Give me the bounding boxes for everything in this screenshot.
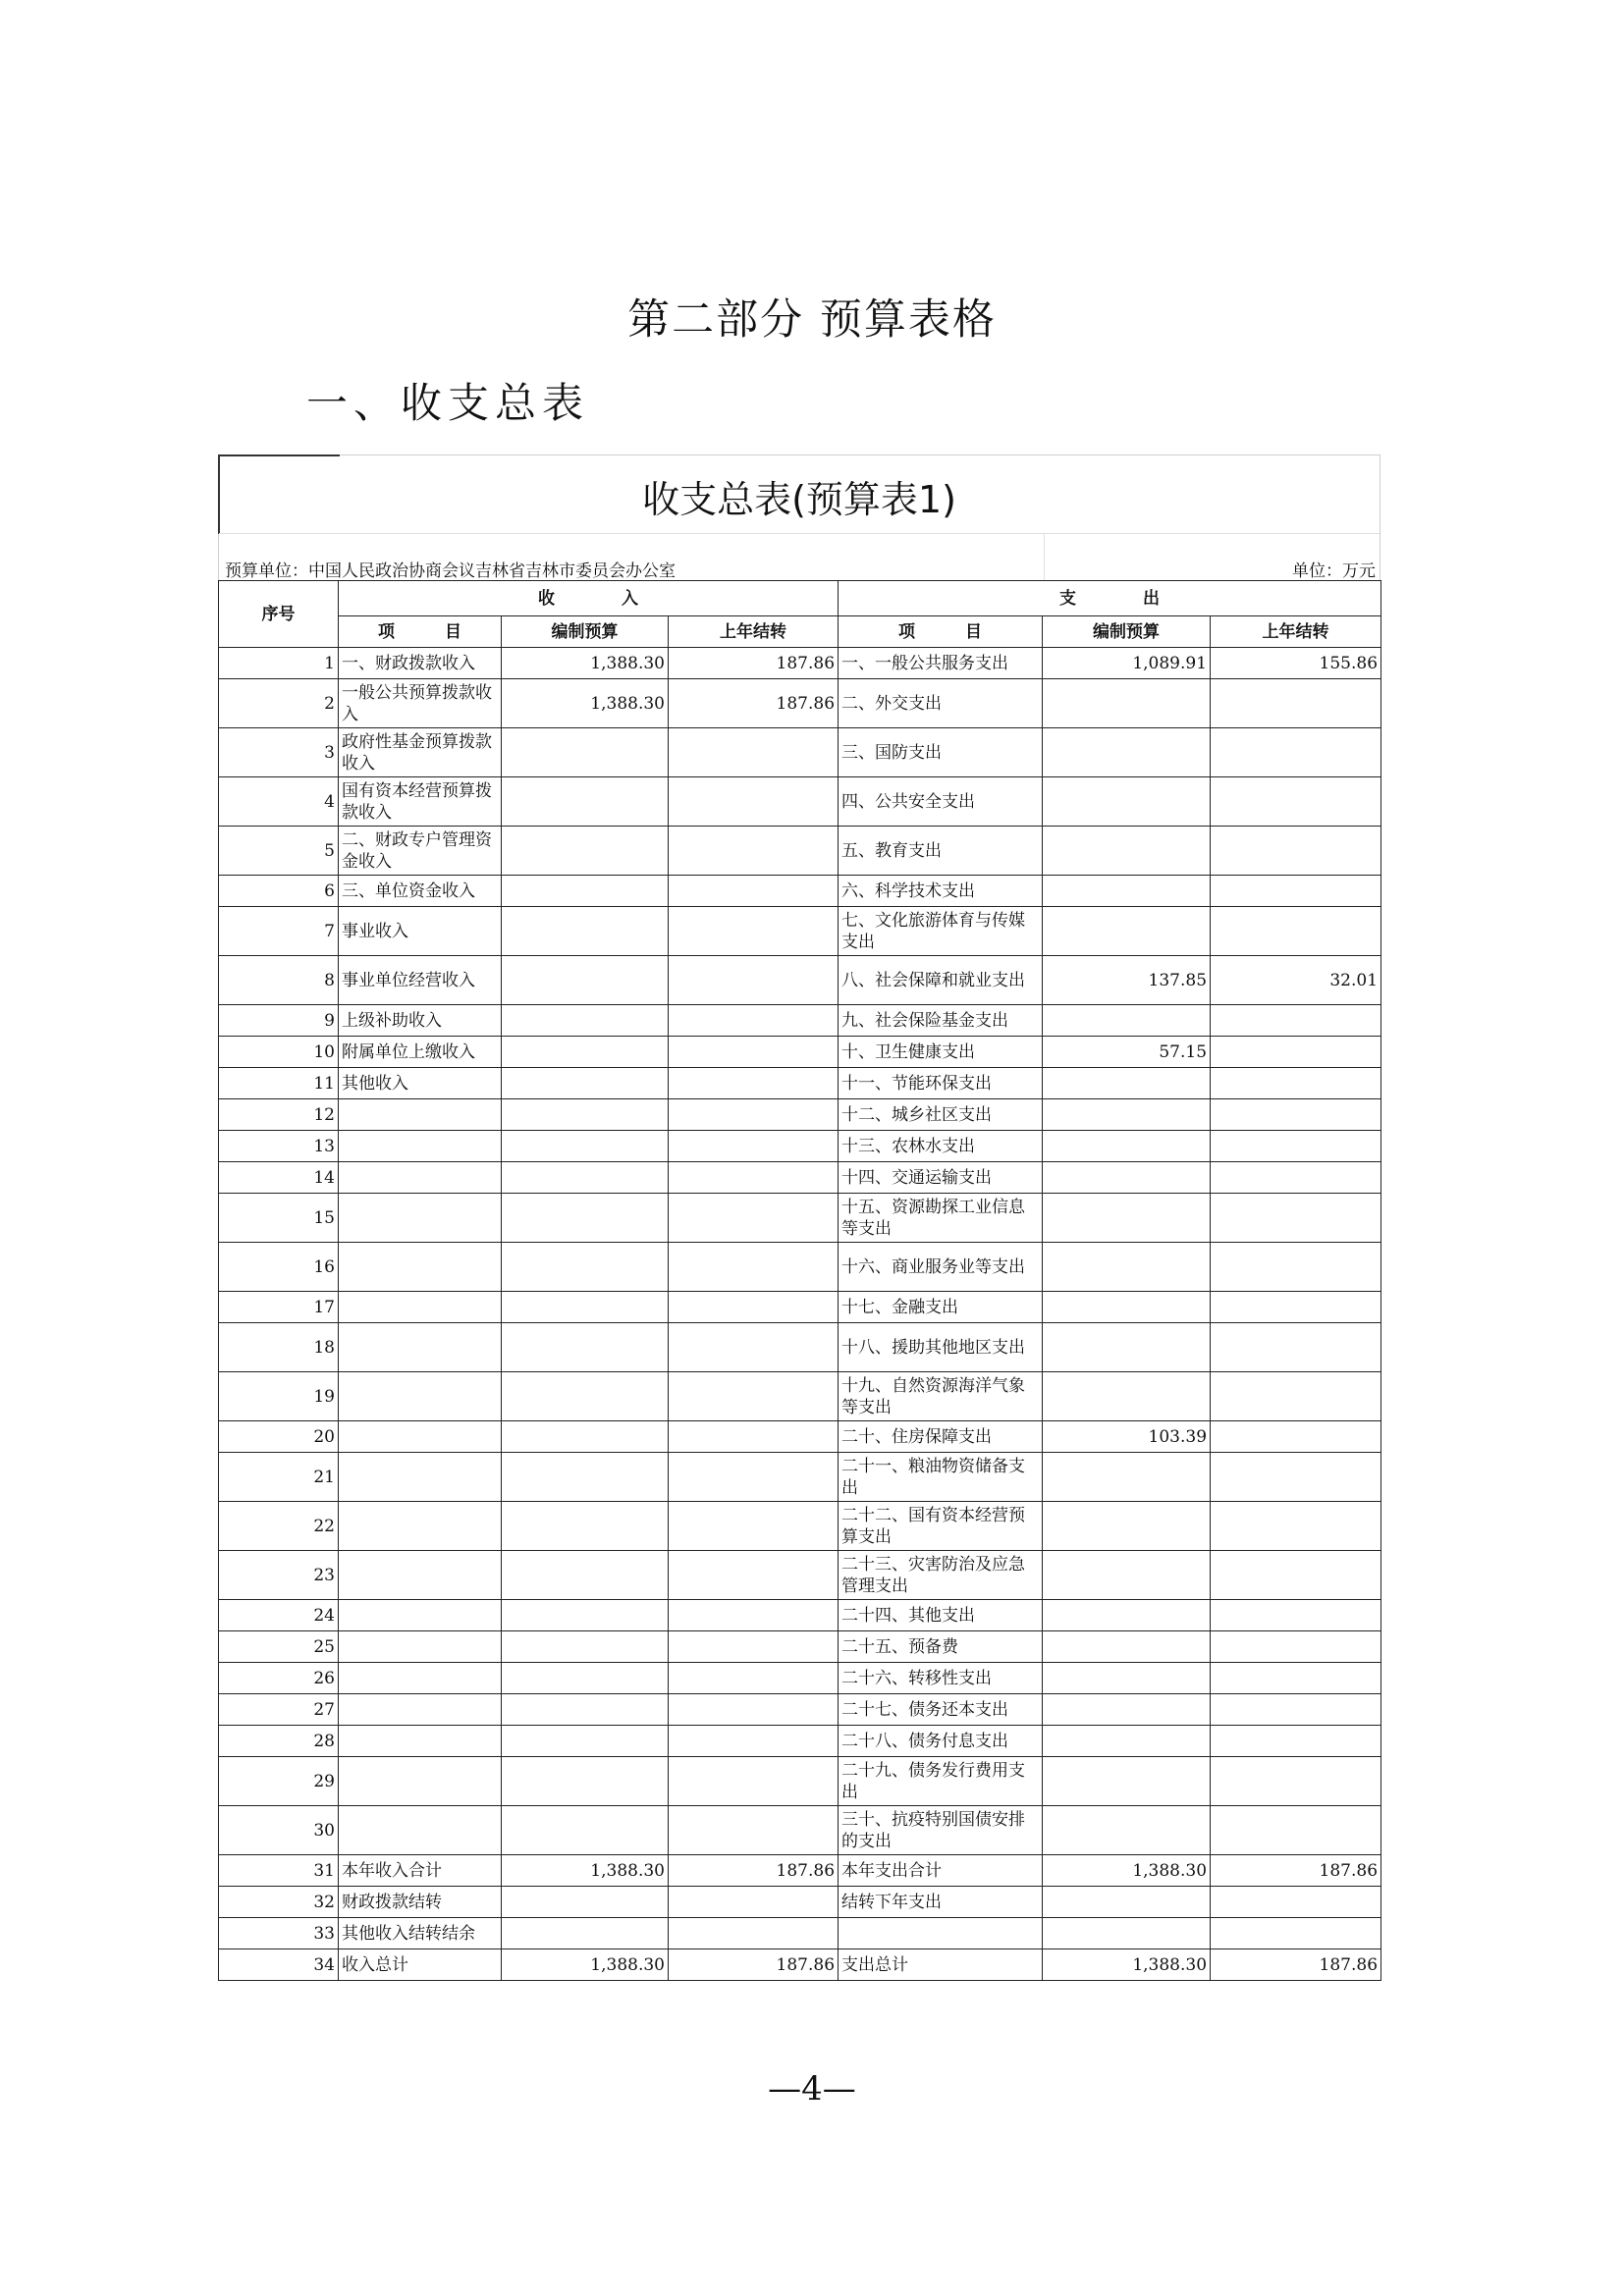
income-budget: [502, 1372, 669, 1421]
row-seq: 22: [219, 1502, 339, 1551]
expense-carry: [1211, 1323, 1381, 1372]
income-carry: 187.86: [669, 1949, 839, 1981]
income-budget: [502, 1194, 669, 1243]
row-seq: 30: [219, 1806, 339, 1855]
expense-item: 六、科学技术支出: [839, 876, 1043, 907]
row-seq: 3: [219, 728, 339, 777]
income-carry: [669, 1757, 839, 1806]
income-item: 收入总计: [339, 1949, 502, 1981]
income-carry: [669, 1694, 839, 1726]
income-budget: [502, 1806, 669, 1855]
section-title: 一、收支总表: [306, 379, 590, 427]
expense-item: 十二、城乡社区支出: [839, 1099, 1043, 1131]
income-budget: [502, 1243, 669, 1292]
income-item: 事业单位经营收入: [339, 956, 502, 1005]
expense-item: 二十二、国有资本经营预算支出: [839, 1502, 1043, 1551]
expense-item: 十六、商业服务业等支出: [839, 1243, 1043, 1292]
expense-item: 二十八、债务付息支出: [839, 1726, 1043, 1757]
expense-budget: [1043, 1663, 1211, 1694]
row-seq: 23: [219, 1551, 339, 1600]
expense-carry: [1211, 679, 1381, 728]
row-seq: 34: [219, 1949, 339, 1981]
income-budget: [502, 1551, 669, 1600]
expense-item: 九、社会保险基金支出: [839, 1005, 1043, 1037]
income-carry: [669, 956, 839, 1005]
currency-unit-label: 单位：万元: [1292, 561, 1376, 581]
expense-item: 一、一般公共服务支出: [839, 648, 1043, 679]
row-seq: 13: [219, 1131, 339, 1162]
expense-carry: [1211, 1918, 1381, 1949]
expense-item: 十五、资源勘探工业信息等支出: [839, 1194, 1043, 1243]
expense-budget: [1043, 1243, 1211, 1292]
table-row: [219, 1037, 1381, 1068]
budget-table-body: [219, 581, 1381, 1981]
income-carry: [669, 1323, 839, 1372]
table-row: [219, 827, 1381, 876]
expense-item: 二、外交支出: [839, 679, 1043, 728]
expense-item: 二十五、预备费: [839, 1631, 1043, 1663]
expense-budget: [1043, 777, 1211, 827]
income-carry: [669, 1551, 839, 1600]
budget-table: [218, 580, 1381, 1981]
income-carry: [669, 1131, 839, 1162]
expense-budget: 1,388.30: [1043, 1949, 1211, 1981]
income-item: 其他收入: [339, 1068, 502, 1099]
expense-budget: [1043, 679, 1211, 728]
income-item: [339, 1194, 502, 1243]
income-carry: [669, 1162, 839, 1194]
row-seq: 14: [219, 1162, 339, 1194]
expense-budget: [1043, 1918, 1211, 1949]
table-row: [219, 1949, 1381, 1981]
expense-budget: [1043, 1068, 1211, 1099]
expense-item: 五、教育支出: [839, 827, 1043, 876]
frame-vdivider: [1044, 533, 1045, 581]
income-item: 三、单位资金收入: [339, 876, 502, 907]
expense-carry: [1211, 1099, 1381, 1131]
expense-budget: 1,089.91: [1043, 648, 1211, 679]
income-budget: 1,388.30: [502, 1949, 669, 1981]
expense-budget: [1043, 827, 1211, 876]
income-carry: [669, 1243, 839, 1292]
header-expense-budget: 编制预算: [1043, 616, 1211, 648]
row-seq: 32: [219, 1887, 339, 1918]
income-budget: [502, 1757, 669, 1806]
table-row: [219, 1243, 1381, 1292]
table-row: [219, 1068, 1381, 1099]
expense-item: 二十九、债务发行费用支出: [839, 1757, 1043, 1806]
row-seq: 16: [219, 1243, 339, 1292]
income-carry: 187.86: [669, 679, 839, 728]
header-row-groups: [219, 581, 1381, 616]
expense-budget: 1,388.30: [1043, 1855, 1211, 1887]
income-budget: [502, 1600, 669, 1631]
expense-budget: [1043, 1502, 1211, 1551]
expense-carry: 155.86: [1211, 648, 1381, 679]
row-seq: 28: [219, 1726, 339, 1757]
table-row: [219, 956, 1381, 1005]
row-seq: 25: [219, 1631, 339, 1663]
income-carry: 187.86: [669, 648, 839, 679]
expense-carry: [1211, 1757, 1381, 1806]
row-seq: 10: [219, 1037, 339, 1068]
expense-budget: [1043, 1887, 1211, 1918]
expense-item: 二十三、灾害防治及应急管理支出: [839, 1551, 1043, 1600]
expense-item: 十八、援助其他地区支出: [839, 1323, 1043, 1372]
table-row: [219, 1887, 1381, 1918]
expense-carry: [1211, 1162, 1381, 1194]
income-item: [339, 1694, 502, 1726]
table-row: [219, 777, 1381, 827]
expense-carry: [1211, 1694, 1381, 1726]
table-row: [219, 1757, 1381, 1806]
expense-item: 结转下年支出: [839, 1887, 1043, 1918]
income-item: 本年收入合计: [339, 1855, 502, 1887]
income-item: 国有资本经营预算拨款收入: [339, 777, 502, 827]
row-seq: 20: [219, 1421, 339, 1453]
header-income-budget: 编制预算: [502, 616, 669, 648]
expense-budget: [1043, 1551, 1211, 1600]
income-budget: [502, 1323, 669, 1372]
expense-carry: [1211, 1131, 1381, 1162]
income-item: [339, 1421, 502, 1453]
income-budget: [502, 1162, 669, 1194]
expense-carry: [1211, 1194, 1381, 1243]
expense-budget: 103.39: [1043, 1421, 1211, 1453]
row-seq: 19: [219, 1372, 339, 1421]
expense-carry: [1211, 777, 1381, 827]
expense-carry: 187.86: [1211, 1855, 1381, 1887]
expense-carry: [1211, 907, 1381, 956]
table-row: [219, 1918, 1381, 1949]
expense-budget: [1043, 1162, 1211, 1194]
expense-carry: [1211, 1726, 1381, 1757]
income-carry: [669, 907, 839, 956]
income-carry: [669, 1887, 839, 1918]
income-item: 二、财政专户管理资金收入: [339, 827, 502, 876]
row-seq: 17: [219, 1292, 339, 1323]
table-row: [219, 1162, 1381, 1194]
table-row: [219, 1663, 1381, 1694]
expense-carry: 187.86: [1211, 1949, 1381, 1981]
expense-item: [839, 1918, 1043, 1949]
expense-budget: [1043, 1194, 1211, 1243]
table-row: [219, 1194, 1381, 1243]
income-carry: [669, 777, 839, 827]
row-seq: 5: [219, 827, 339, 876]
table-title-frame: [218, 454, 1380, 580]
expense-item: 二十、住房保障支出: [839, 1421, 1043, 1453]
income-budget: [502, 1631, 669, 1663]
expense-budget: 137.85: [1043, 956, 1211, 1005]
income-budget: [502, 1099, 669, 1131]
expense-budget: [1043, 1726, 1211, 1757]
table-row: [219, 1600, 1381, 1631]
income-carry: [669, 1194, 839, 1243]
income-budget: [502, 956, 669, 1005]
expense-carry: [1211, 1551, 1381, 1600]
income-carry: [669, 1726, 839, 1757]
header-income: 收 入: [339, 581, 839, 616]
table-row: [219, 1694, 1381, 1726]
expense-budget: [1043, 1292, 1211, 1323]
income-item: 事业收入: [339, 907, 502, 956]
income-item: 财政拨款结转: [339, 1887, 502, 1918]
income-carry: [669, 1037, 839, 1068]
income-carry: [669, 1631, 839, 1663]
income-budget: [502, 1887, 669, 1918]
income-item: [339, 1131, 502, 1162]
income-budget: [502, 1131, 669, 1162]
income-budget: 1,388.30: [502, 679, 669, 728]
income-item: [339, 1726, 502, 1757]
table-row: [219, 1005, 1381, 1037]
expense-item: 本年支出合计: [839, 1855, 1043, 1887]
income-carry: [669, 728, 839, 777]
income-budget: [502, 1037, 669, 1068]
expense-item: 十一、节能环保支出: [839, 1068, 1043, 1099]
income-budget: [502, 1663, 669, 1694]
row-seq: 8: [219, 956, 339, 1005]
income-budget: [502, 1421, 669, 1453]
table-row: [219, 1631, 1381, 1663]
row-seq: 24: [219, 1600, 339, 1631]
income-budget: [502, 1068, 669, 1099]
header-row-columns: [219, 616, 1381, 648]
expense-budget: [1043, 907, 1211, 956]
row-seq: 18: [219, 1323, 339, 1372]
expense-item: 三、国防支出: [839, 728, 1043, 777]
row-seq: 11: [219, 1068, 339, 1099]
income-budget: 1,388.30: [502, 648, 669, 679]
income-carry: [669, 1502, 839, 1551]
expense-carry: [1211, 728, 1381, 777]
income-carry: [669, 876, 839, 907]
income-item: [339, 1631, 502, 1663]
income-budget: 1,388.30: [502, 1855, 669, 1887]
row-seq: 21: [219, 1453, 339, 1502]
expense-carry: [1211, 1453, 1381, 1502]
income-item: 上级补助收入: [339, 1005, 502, 1037]
row-seq: 6: [219, 876, 339, 907]
expense-carry: [1211, 1887, 1381, 1918]
expense-carry: [1211, 1068, 1381, 1099]
expense-item: 十三、农林水支出: [839, 1131, 1043, 1162]
table-row: [219, 1855, 1381, 1887]
expense-item: 二十七、债务还本支出: [839, 1694, 1043, 1726]
header-expense-carry: 上年结转: [1211, 616, 1381, 648]
expense-item: 十四、交通运输支出: [839, 1162, 1043, 1194]
budget-unit-label: 预算单位：中国人民政治协商会议吉林省吉林市委员会办公室: [225, 561, 676, 581]
expense-item: 支出总计: [839, 1949, 1043, 1981]
expense-carry: 32.01: [1211, 956, 1381, 1005]
income-budget: [502, 728, 669, 777]
row-seq: 33: [219, 1918, 339, 1949]
row-seq: 1: [219, 648, 339, 679]
income-budget: [502, 777, 669, 827]
income-item: [339, 1453, 502, 1502]
income-carry: [669, 1806, 839, 1855]
expense-item: 二十六、转移性支出: [839, 1663, 1043, 1694]
income-item: [339, 1162, 502, 1194]
table-row: [219, 1131, 1381, 1162]
expense-budget: [1043, 1372, 1211, 1421]
income-item: [339, 1551, 502, 1600]
income-budget: [502, 1005, 669, 1037]
income-item: [339, 1757, 502, 1806]
part-title: 第二部分 预算表格: [627, 295, 997, 345]
table-row: [219, 907, 1381, 956]
row-seq: 9: [219, 1005, 339, 1037]
expense-budget: [1043, 1005, 1211, 1037]
table-row: [219, 1453, 1381, 1502]
expense-carry: [1211, 1292, 1381, 1323]
header-seq: 序号: [219, 581, 339, 648]
income-item: 附属单位上缴收入: [339, 1037, 502, 1068]
income-item: [339, 1600, 502, 1631]
expense-carry: [1211, 1243, 1381, 1292]
header-expense: 支 出: [839, 581, 1381, 616]
row-seq: 4: [219, 777, 339, 827]
table-row: [219, 1372, 1381, 1421]
income-budget: [502, 1694, 669, 1726]
expense-carry: [1211, 1502, 1381, 1551]
income-budget: [502, 876, 669, 907]
table-row: [219, 1726, 1381, 1757]
table-row: [219, 1323, 1381, 1372]
income-carry: [669, 1372, 839, 1421]
expense-item: 十七、金融支出: [839, 1292, 1043, 1323]
expense-budget: [1043, 1099, 1211, 1131]
income-budget: [502, 827, 669, 876]
expense-carry: [1211, 1037, 1381, 1068]
income-item: [339, 1806, 502, 1855]
expense-budget: [1043, 728, 1211, 777]
expense-item: 十、卫生健康支出: [839, 1037, 1043, 1068]
income-carry: 187.86: [669, 1855, 839, 1887]
income-item: [339, 1099, 502, 1131]
income-carry: [669, 1453, 839, 1502]
table-row: [219, 1099, 1381, 1131]
row-seq: 12: [219, 1099, 339, 1131]
income-carry: [669, 1600, 839, 1631]
income-carry: [669, 1421, 839, 1453]
income-budget: [502, 1726, 669, 1757]
table-row: [219, 1292, 1381, 1323]
expense-item: 三十、抗疫特别国债安排的支出: [839, 1806, 1043, 1855]
expense-item: 八、社会保障和就业支出: [839, 956, 1043, 1005]
income-carry: [669, 1663, 839, 1694]
income-budget: [502, 1918, 669, 1949]
expense-budget: [1043, 1806, 1211, 1855]
income-item: [339, 1292, 502, 1323]
row-seq: 2: [219, 679, 339, 728]
income-budget: [502, 1292, 669, 1323]
expense-item: 四、公共安全支出: [839, 777, 1043, 827]
expense-item: 七、文化旅游体育与传媒支出: [839, 907, 1043, 956]
expense-budget: [1043, 1131, 1211, 1162]
table-row: [219, 876, 1381, 907]
expense-item: 二十一、粮油物资储备支出: [839, 1453, 1043, 1502]
page-number: —4—: [768, 2069, 856, 2109]
income-item: [339, 1243, 502, 1292]
expense-budget: [1043, 1757, 1211, 1806]
expense-budget: [1043, 1453, 1211, 1502]
income-carry: [669, 1918, 839, 1949]
income-item: [339, 1372, 502, 1421]
expense-carry: [1211, 1631, 1381, 1663]
income-item: 一、财政拨款收入: [339, 648, 502, 679]
table-row: [219, 1806, 1381, 1855]
table-row: [219, 1551, 1381, 1600]
expense-budget: [1043, 1323, 1211, 1372]
expense-budget: 57.15: [1043, 1037, 1211, 1068]
income-item: [339, 1323, 502, 1372]
row-seq: 27: [219, 1694, 339, 1726]
expense-carry: [1211, 1421, 1381, 1453]
income-budget: [502, 1502, 669, 1551]
table-row: [219, 728, 1381, 777]
row-seq: 15: [219, 1194, 339, 1243]
header-expense-item: 项 目: [839, 616, 1043, 648]
expense-carry: [1211, 876, 1381, 907]
expense-carry: [1211, 1005, 1381, 1037]
table-row: [219, 1502, 1381, 1551]
header-income-item: 项 目: [339, 616, 502, 648]
income-carry: [669, 1292, 839, 1323]
expense-budget: [1043, 1694, 1211, 1726]
income-carry: [669, 1005, 839, 1037]
row-seq: 31: [219, 1855, 339, 1887]
expense-carry: [1211, 1663, 1381, 1694]
expense-item: 二十四、其他支出: [839, 1600, 1043, 1631]
table-row: [219, 648, 1381, 679]
row-seq: 26: [219, 1663, 339, 1694]
row-seq: 7: [219, 907, 339, 956]
expense-carry: [1211, 1372, 1381, 1421]
expense-carry: [1211, 1806, 1381, 1855]
income-budget: [502, 907, 669, 956]
expense-carry: [1211, 1600, 1381, 1631]
expense-budget: [1043, 1600, 1211, 1631]
frame-corner: [218, 454, 340, 456]
income-item: 政府性基金预算拨款收入: [339, 728, 502, 777]
income-carry: [669, 827, 839, 876]
income-item: [339, 1502, 502, 1551]
income-budget: [502, 1453, 669, 1502]
frame-divider: [219, 533, 1380, 534]
table-row: [219, 1421, 1381, 1453]
expense-item: 十九、自然资源海洋气象等支出: [839, 1372, 1043, 1421]
header-income-carry: 上年结转: [669, 616, 839, 648]
income-item: 一般公共预算拨款收入: [339, 679, 502, 728]
expense-budget: [1043, 876, 1211, 907]
income-item: [339, 1663, 502, 1694]
table-row: [219, 679, 1381, 728]
table-title: 收支总表(预算表1): [642, 478, 956, 521]
income-carry: [669, 1099, 839, 1131]
income-carry: [669, 1068, 839, 1099]
row-seq: 29: [219, 1757, 339, 1806]
income-item: 其他收入结转结余: [339, 1918, 502, 1949]
expense-budget: [1043, 1631, 1211, 1663]
expense-carry: [1211, 827, 1381, 876]
